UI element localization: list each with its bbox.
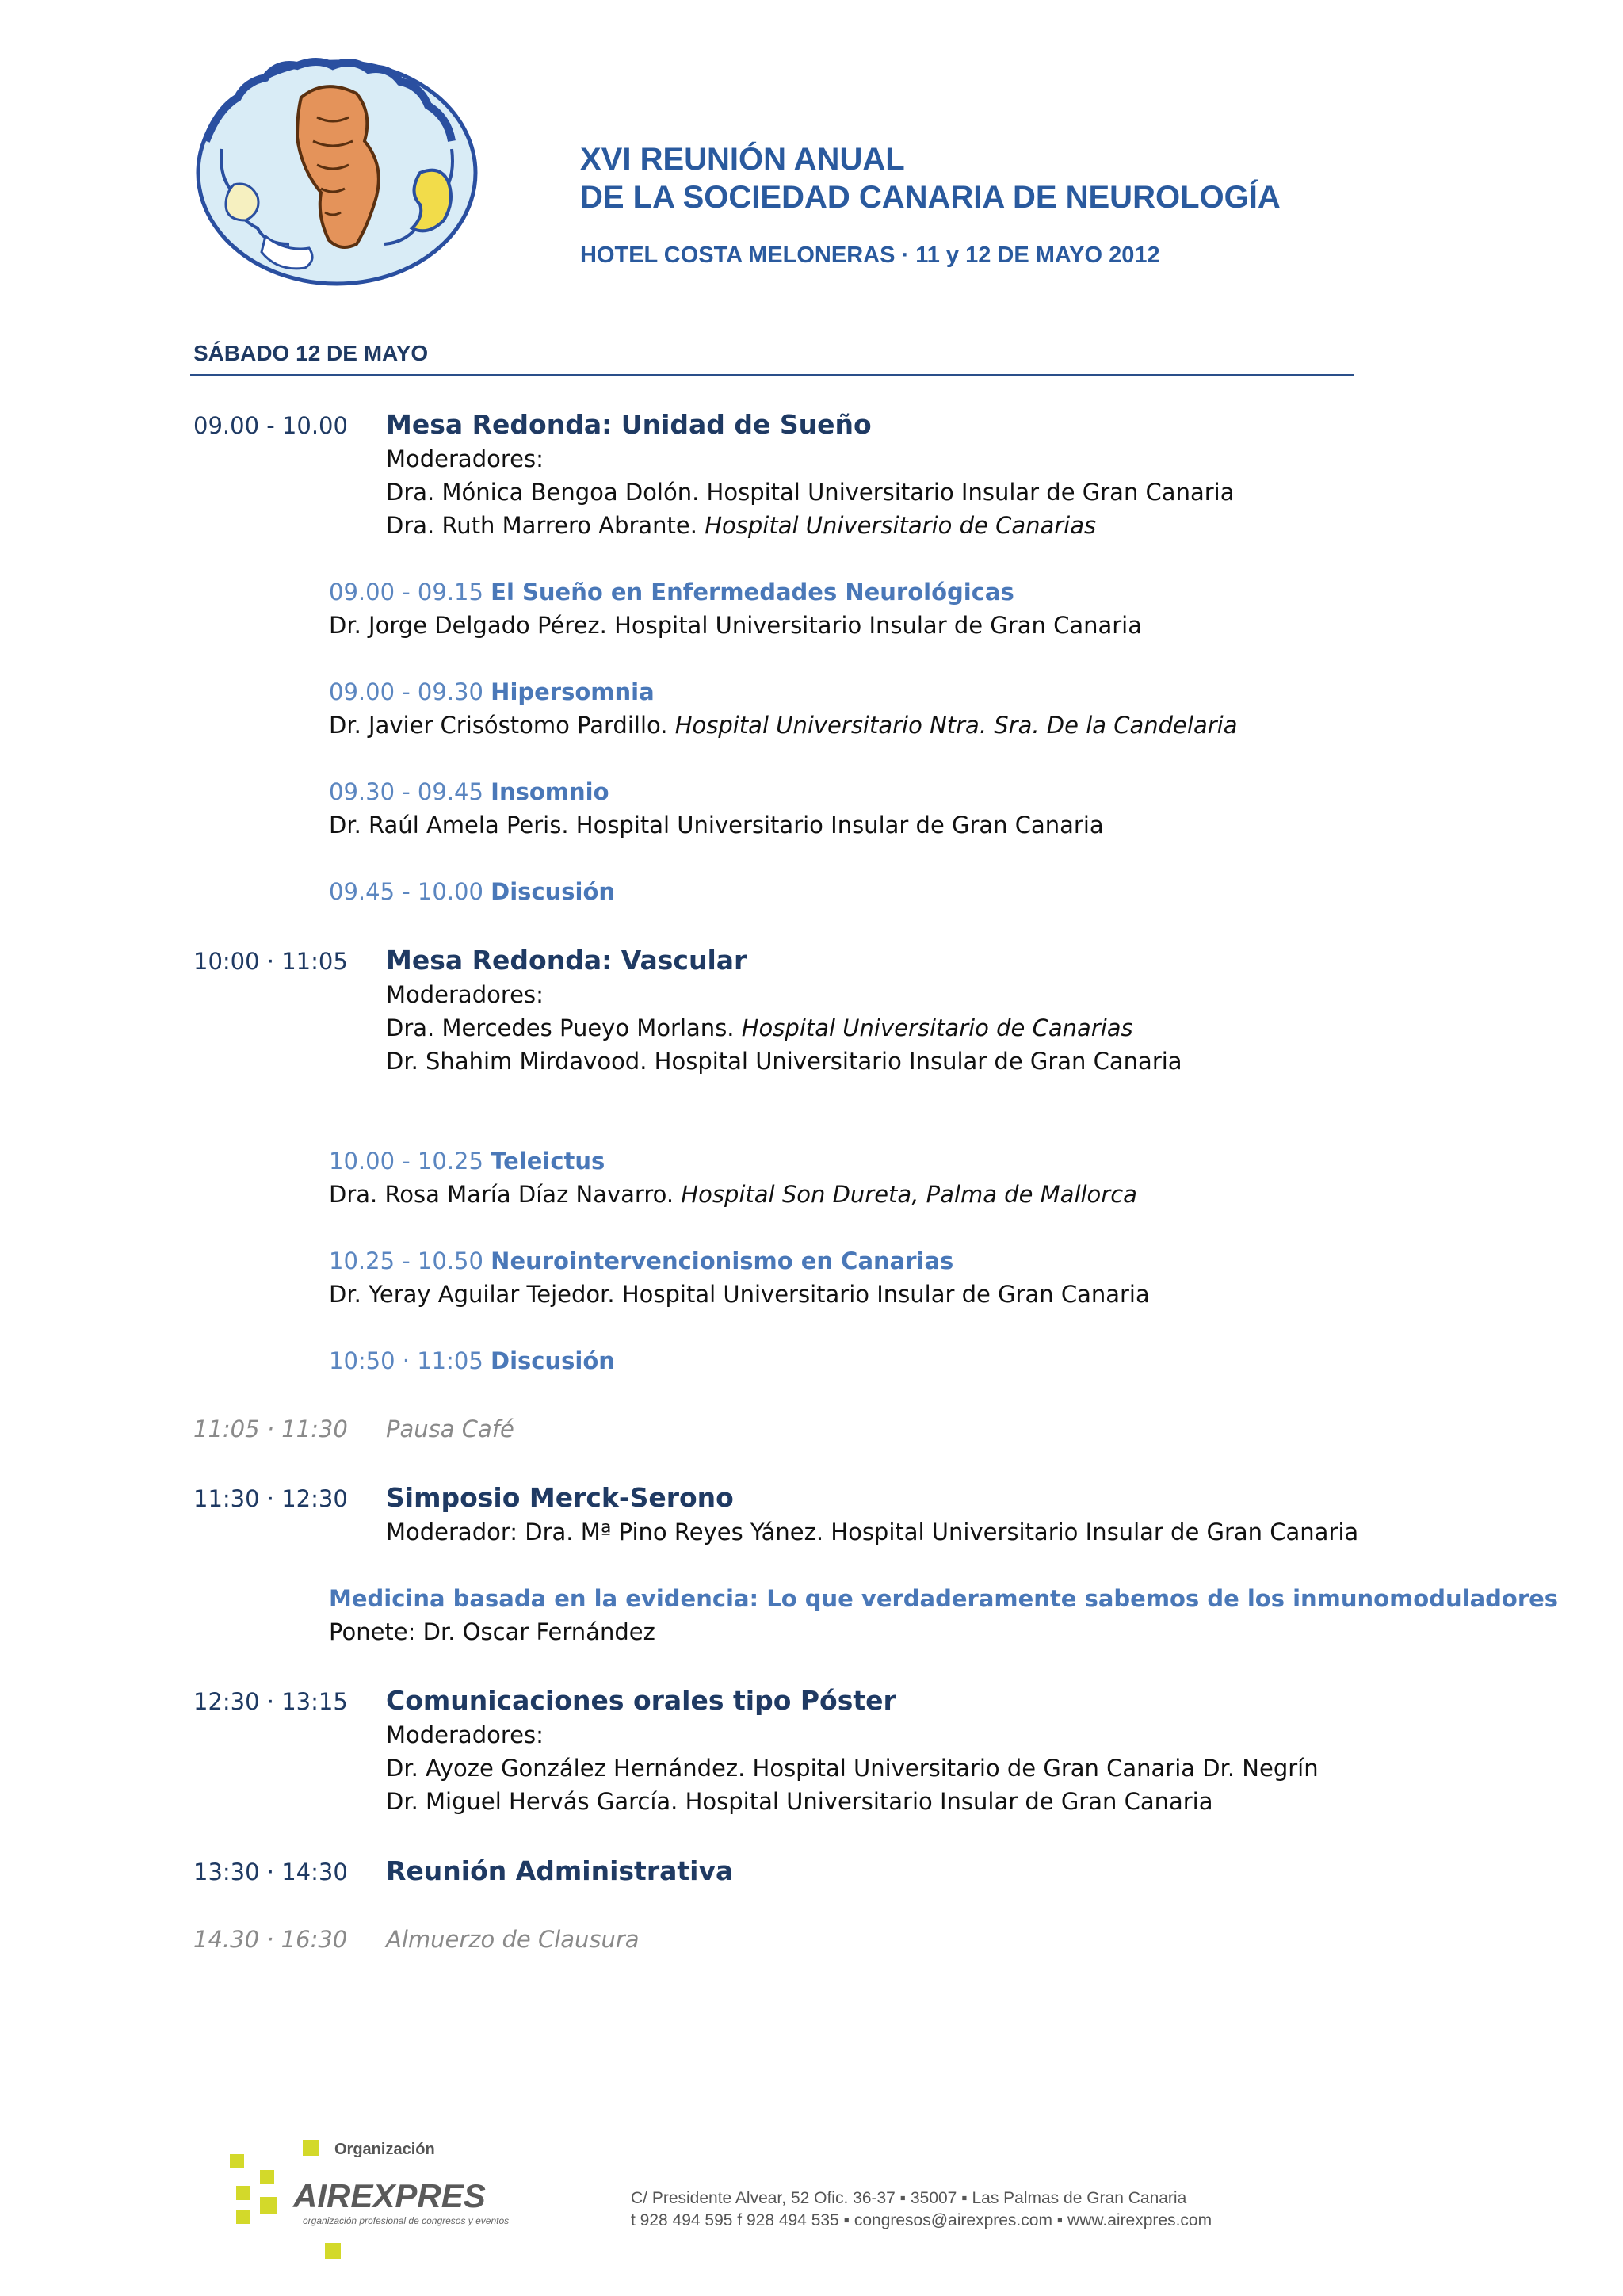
speaker: Ponete: Dr. Oscar Fernández (329, 1618, 655, 1645)
speaker-hospital: Hospital Son Dureta, Palma de Mallorca (681, 1181, 1137, 1208)
moderator-name: Dra. Mercedes Pueyo Morlans. (386, 1014, 742, 1041)
talk-title: Neurointervencionismo en Canarias (491, 1247, 954, 1274)
session-time: 09.00 - 10.00 (193, 412, 348, 439)
moderators-label: Moderadores: (386, 981, 544, 1008)
talk-title: Insomnio (491, 778, 609, 805)
moderator-hospital: Hospital Universitario de Canarias (705, 512, 1097, 539)
moderator: Dr. Ayoze González Hernández. Hospital Universitario de Gran Canaria Dr. Negrín (386, 1755, 1319, 1782)
talk-time: 10:50 · 11:05 (329, 1347, 483, 1374)
moderator-name: Dra. Ruth Marrero Abrante. (386, 512, 705, 539)
day-heading: SÁBADO 12 DE MAYO (193, 341, 429, 365)
moderator: Dr. Miguel Hervás García. Hospital Universitario Insular de Gran Canaria (386, 1788, 1213, 1815)
talk-title: Discusión (491, 878, 616, 905)
speaker-name: Dr. Javier Crisóstomo Pardillo. (329, 712, 675, 739)
talk-heading (329, 1347, 615, 1374)
moderators-label: Moderadores: (386, 445, 544, 472)
session-title: Reunión Administrativa (386, 1855, 734, 1886)
talk-time: 10.25 - 10.50 (329, 1247, 483, 1274)
moderator: Dr. Shahim Mirdavood. Hospital Universitario Insular de Gran Canaria (386, 1048, 1182, 1075)
session-title: Simposio Merck-Serono (386, 1482, 734, 1513)
session-title: Mesa Redonda: Unidad de Sueño (386, 409, 872, 440)
talk-time: 10.00 - 10.25 (329, 1148, 483, 1175)
session-time: 12:30 · 13:15 (193, 1688, 348, 1715)
talk-heading (329, 878, 615, 905)
talk-title: Discusión (491, 1347, 615, 1374)
footer-contact: t 928 494 595 f 928 494 535 ▪ congresos@airexpres.com ▪ www.airexpres.com (631, 2211, 1212, 2229)
talk-time: 09.00 - 09.30 (329, 678, 483, 705)
speaker: Dr. Raúl Amela Peris. Hospital Universitario Insular de Gran Canaria (329, 812, 1104, 839)
talk-heading (329, 579, 1014, 606)
speaker (329, 1181, 1137, 1208)
divider (190, 374, 1354, 376)
speaker: Dr. Yeray Aguilar Tejedor. Hospital Universitario Insular de Gran Canaria (329, 1281, 1150, 1308)
speaker (329, 712, 1237, 739)
talk-time: 09.45 - 10.00 (329, 878, 483, 905)
speaker-name: Dra. Rosa María Díaz Navarro. (329, 1181, 682, 1208)
session-title: Comunicaciones orales tipo Póster (386, 1685, 896, 1716)
org-label: Organización (334, 2141, 435, 2158)
break-time: 11:05 · 11:30 (193, 1415, 348, 1442)
lunch-time: 14.30 · 16:30 (193, 1926, 348, 1953)
talk-title: El Sueño en Enfermedades Neurológicas (491, 579, 1014, 606)
talk-title: Hipersomnia (491, 678, 655, 705)
footer-address: C/ Presidente Alvear, 52 Ofic. 36-37 ▪ 35007 ▪ Las Palmas de Gran Canaria (631, 2189, 1187, 2207)
event-title-line2: DE LA SOCIEDAD CANARIA DE NEUROLOGÍA (580, 180, 1281, 215)
moderator: Dra. Mónica Bengoa Dolón. Hospital Universitario Insular de Gran Canaria (386, 479, 1235, 506)
moderator (386, 512, 1096, 539)
talk-heading (329, 678, 655, 705)
talk-time: 09.00 - 09.15 (329, 579, 483, 606)
talk-heading (329, 778, 609, 805)
talk-time: 09.30 - 09.45 (329, 778, 483, 805)
session-time: 13:30 · 14:30 (193, 1859, 348, 1885)
talk-heading (329, 1148, 605, 1175)
session-time: 11:30 · 12:30 (193, 1485, 348, 1512)
event-venue-date: HOTEL COSTA MELONERAS · 11 y 12 DE MAYO 2012 (580, 243, 1160, 268)
talk-title: Teleictus (491, 1148, 605, 1175)
break-title: Pausa Café (386, 1415, 514, 1442)
talk-title: Medicina basada en la evidencia: Lo que verdaderamente sabemos de los inmunomoduladores (329, 1585, 1559, 1612)
talk-heading (329, 1247, 953, 1274)
org-tagline: organización profesional de congresos y eventos (303, 2215, 510, 2226)
brain-logo (190, 54, 483, 288)
speaker-hospital: Hospital Universitario Ntra. Sra. De la Candelaria (674, 712, 1238, 739)
moderator-hospital: Hospital Universitario de Canarias (741, 1014, 1133, 1041)
talk-heading (329, 1585, 1558, 1612)
event-title-line1: XVI REUNIÓN ANUAL (580, 142, 905, 177)
lunch-title: Almuerzo de Clausura (386, 1926, 640, 1953)
airexpres-logo (230, 2140, 510, 2275)
session-time: 10:00 · 11:05 (193, 948, 348, 975)
moderator (386, 1014, 1133, 1041)
session-title: Mesa Redonda: Vascular (386, 945, 747, 976)
moderators-label: Moderadores: (386, 1721, 544, 1748)
speaker: Dr. Jorge Delgado Pérez. Hospital Universitario Insular de Gran Canaria (329, 612, 1142, 639)
moderator: Moderador: Dra. Mª Pino Reyes Yánez. Hospital Universitario Insular de Gran Canaria (386, 1519, 1359, 1545)
org-brand: AIREXPRES (293, 2177, 486, 2214)
